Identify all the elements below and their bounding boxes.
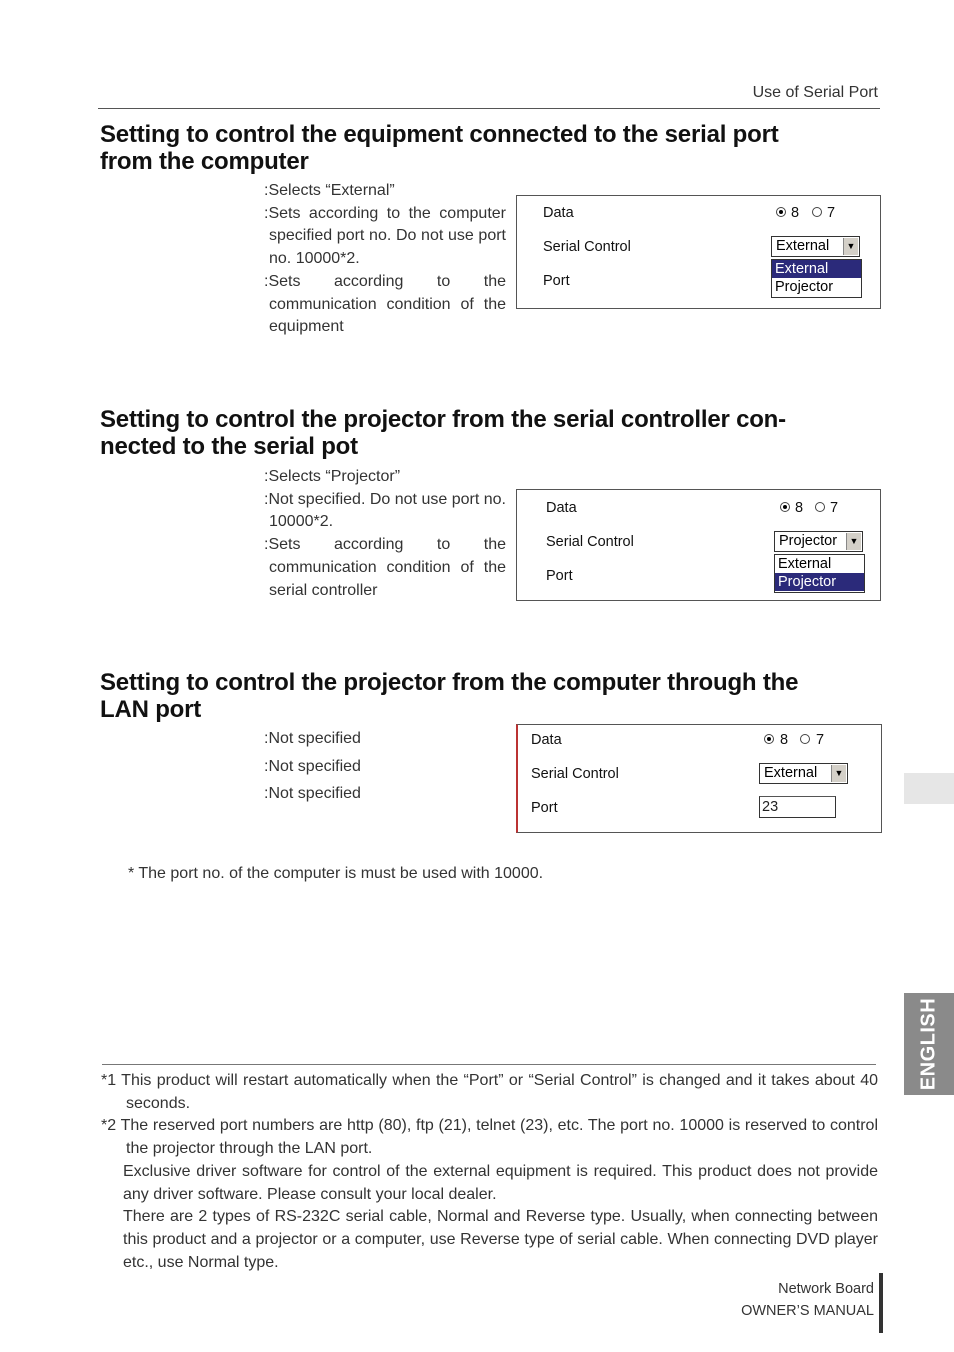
section-3-heading-line2: LAN port [100,696,202,723]
serial-control-dropdown-list [774,554,865,593]
chevron-down-icon[interactable]: ▼ [846,533,861,550]
chevron-down-icon[interactable]: ▼ [831,765,846,782]
section-2-heading [100,406,860,460]
footer-product: Network Board [778,1281,874,1297]
serial-control-dropdown-list [771,259,862,298]
header-divider [98,108,880,109]
radio-data-7[interactable] [812,207,822,217]
radio-data-7[interactable] [800,734,810,744]
description-item: :Not specified. Do not use port no. 10000*2. [264,490,506,531]
section-2-heading-line2: nected to the serial pot [100,433,358,460]
settings-panel-3 [516,724,882,833]
description-item: :Selects “External” [264,182,395,199]
footnote-1: *1 This product will restart automatically when the “Port” or “Serial Control” is changed and it takes about 40 seconds. [101,1072,878,1112]
section-3-heading-line1: Setting to control the projector from the computer through the [100,669,799,696]
section-3-heading [100,669,860,723]
footnote-paragraph-cable: There are 2 types of RS-232C serial cable, Normal and Reverse type. Usually, when connecting between this product and a projector or a computer, use Reverse type of serial cable. When connecting DVD player etc., use Normal type. [123,1208,878,1271]
serial-control-select[interactable] [774,531,863,552]
page-header-title: Use of Serial Port [752,84,878,101]
section-1-heading [100,121,860,175]
dropdown-option-projector[interactable]: Projector [775,279,834,295]
data-label: Data [543,205,574,221]
section-1-heading-line2: from the computer [100,148,309,175]
section-1-descriptions [264,180,506,339]
serial-control-value: External [776,238,830,254]
chevron-down-icon[interactable]: ▼ [843,238,858,255]
language-tab [904,993,954,1095]
radio-data-8[interactable] [776,207,786,217]
serial-control-label: Serial Control [543,239,631,255]
data-label: Data [546,500,577,516]
serial-control-label: Serial Control [546,534,634,550]
footer [741,1278,874,1322]
settings-panel-2 [516,489,881,601]
dropdown-option-external[interactable]: External [772,260,861,278]
dropdown-option-external[interactable]: External [778,556,832,572]
description-item: :Not specified [264,730,361,747]
section-2-heading-line1: Setting to control the projector from the serial controller con- [100,406,786,433]
port-label: Port [546,568,573,584]
footnote-divider [102,1064,876,1065]
data-label: Data [531,732,562,748]
radio-data-8-label: 8 [791,205,800,221]
section-2-descriptions [264,466,506,602]
radio-data-8-label: 8 [795,500,804,516]
footer-manual: OWNER’S MANUAL [741,1303,874,1319]
radio-data-7-label: 7 [827,205,836,221]
description-item: :Selects “Projector” [264,468,401,485]
port-label: Port [531,800,558,816]
description-item: :Not specified [264,757,361,775]
footnotes [101,1070,878,1274]
footnote-2: *2 The reserved port numbers are http (80), ftp (21), telnet (23), etc. The port no. 10000 is reserved to control the projector through the LAN port. [101,1117,878,1158]
description-item: :Sets according to the communication condition of the equipment [264,272,506,336]
footnote-paragraph-driver: Exclusive driver software for control of the external equipment is required. This product does not provide any driver software. Please consult your local dealer. [123,1162,878,1203]
serial-control-select[interactable] [759,763,848,784]
description-item: :Sets according to the computer specified port no. Do not use port no. 10000*2. [264,204,506,268]
radio-data-8-label: 8 [780,732,789,748]
description-item: :Not specified [264,785,361,803]
section-1-heading-line1: Setting to control the equipment connected to the serial port [100,121,779,148]
language-tab-label: ENGLISH [917,997,940,1091]
radio-data-7-label: 7 [830,500,839,516]
serial-control-select[interactable] [771,236,860,257]
radio-data-7-label: 7 [816,732,825,748]
radio-data-8[interactable] [780,502,790,512]
radio-data-8[interactable] [764,734,774,744]
description-item: :Sets according to the communication condition of the serial controller [264,536,506,599]
section-3-descriptions [264,728,506,811]
port-note: * The port no. of the computer is must be used with 10000. [128,865,544,882]
serial-control-value: Projector [779,533,838,549]
dropdown-option-projector[interactable]: Projector [775,573,864,591]
port-label: Port [543,273,570,289]
footer-bar [879,1273,883,1333]
port-input[interactable]: 23 [759,796,836,818]
settings-panel-1 [516,195,881,309]
serial-control-value: External [764,765,818,781]
radio-data-7[interactable] [815,502,825,512]
side-tab-marker [904,773,954,804]
serial-control-label: Serial Control [531,766,619,782]
